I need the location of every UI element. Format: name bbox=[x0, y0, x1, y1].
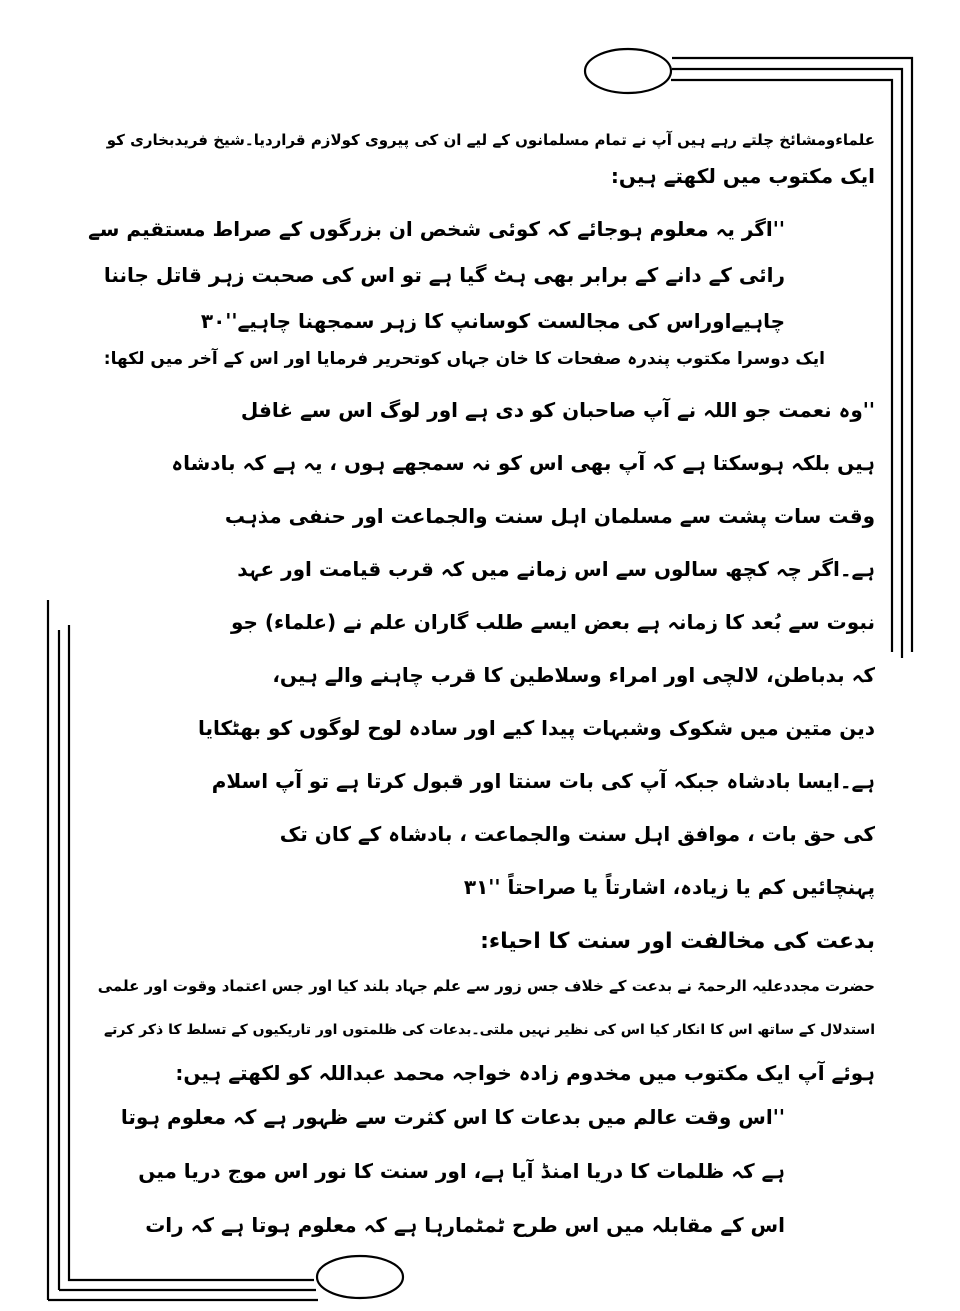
quote-line: اس کے مقابلہ میں اس طرح ٹمٹمارہا ہے کہ معلوم ہوتا ہے کہ رات bbox=[145, 1213, 785, 1237]
quote-line: وقت سات پشت سے مسلمان اہل سنت والجماعت اور حنفی مذہب bbox=[224, 504, 875, 528]
quote-line: ''اس وقت عالم میں بدعات کا اس کثرت سے ظہور ہے کہ معلوم ہوتا bbox=[120, 1105, 785, 1129]
quote-line: نبوت سے بُعد کا زمانہ ہے بعض ایسے طلب گاران علم نے (علماء) جو bbox=[231, 610, 875, 634]
quote-line: ''وہ نعمت جو اللہ نے آپ صاحبان کو دی ہے اور لوگ اس سے غافل bbox=[240, 398, 875, 422]
text-line: ایک دوسرا مکتوب پندرہ صفحات کا خان جہاں کوتحریر فرمایا اور اس کے آخر میں لکھا: bbox=[103, 349, 825, 369]
text-line: ایک مکتوب میں لکھتے ہیں: bbox=[610, 164, 875, 188]
quote-line: ہے۔ایسا بادشاہ جبکہ آپ کی بات سنتا اور قبول کرتا ہے تو آپ اسلام bbox=[211, 769, 875, 793]
text-line: ہوئے آپ ایک مکتوب میں مخدوم زادہ خواجہ محمد عبداللہ کو لکھتے ہیں: bbox=[175, 1061, 875, 1085]
quote-line: کی حق بات ، موافق اہل سنت والجماعت ، بادشاہ کے کان تک bbox=[279, 822, 875, 846]
quote-line: پہنچائیں کم یا زیادہ، اشارتاً یا صراحتاً ''۳۱ bbox=[463, 875, 875, 899]
text-line: حضرت مجددعلیہ الرحمۃ نے بدعت کے خلاف جس زور سے علم جہاد بلند کیا اور جس اعتماد وقوت اور علمی bbox=[97, 977, 875, 995]
quote-line: رائی کے دانے کے برابر بھی ہٹ گیا ہے تو اس کی صحبت زہر قاتل جاننا bbox=[103, 263, 785, 287]
quote-line: ہے۔اگر چہ کچھ سالوں سے اس زمانے میں کہ قرب قیامت اور عہد bbox=[237, 557, 875, 581]
text-line: علماءومشائخ چلتے رہے ہیں آپ نے تمام مسلمانوں کے لیے ان کی پیروی کولازم قراردیا۔شیخ فریدبخاری کو bbox=[106, 131, 875, 149]
quote-line: ہیں بلکہ ہوسکتا ہے کہ آپ بھی اس کو نہ سمجھے ہوں ، یہ ہے کہ بادشاہ bbox=[171, 451, 875, 475]
quote-line: ہے کہ ظلمات کا دریا امنڈ آیا ہے، اور سنت کا نور اس موج دریا میں bbox=[138, 1159, 785, 1183]
quote-line: کہ بدباطن، لالچی اور امراء وسلاطین کا قرب چاہنے والے ہیں، bbox=[272, 663, 875, 687]
bottom-oval-ornament bbox=[317, 1256, 403, 1298]
quote-line: ''اگر یہ معلوم ہوجائے کہ کوئی شخص ان بزرگوں کے صراط مستقیم سے bbox=[88, 217, 785, 241]
top-oval-ornament bbox=[585, 49, 671, 93]
quote-line: دین متین میں شکوک وشبہات پیدا کیے اور سادہ لوح لوگوں کو بھٹکایا bbox=[197, 716, 875, 740]
text-line: استدلال کے ساتھ اس کا انکار کیا اس کی نظیر نہیں ملتی۔بدعات کی ظلمتوں اور تاریکیوں کے تسلط کا ذکر کرتے bbox=[103, 1022, 875, 1038]
section-heading: بدعت کی مخالفت اور سنت کا احیاء: bbox=[480, 929, 875, 954]
quote-line: چاہیےاوراس کی مجالست کوسانپ کا زہر سمجھنا چاہیے''۳۰ bbox=[200, 309, 785, 333]
